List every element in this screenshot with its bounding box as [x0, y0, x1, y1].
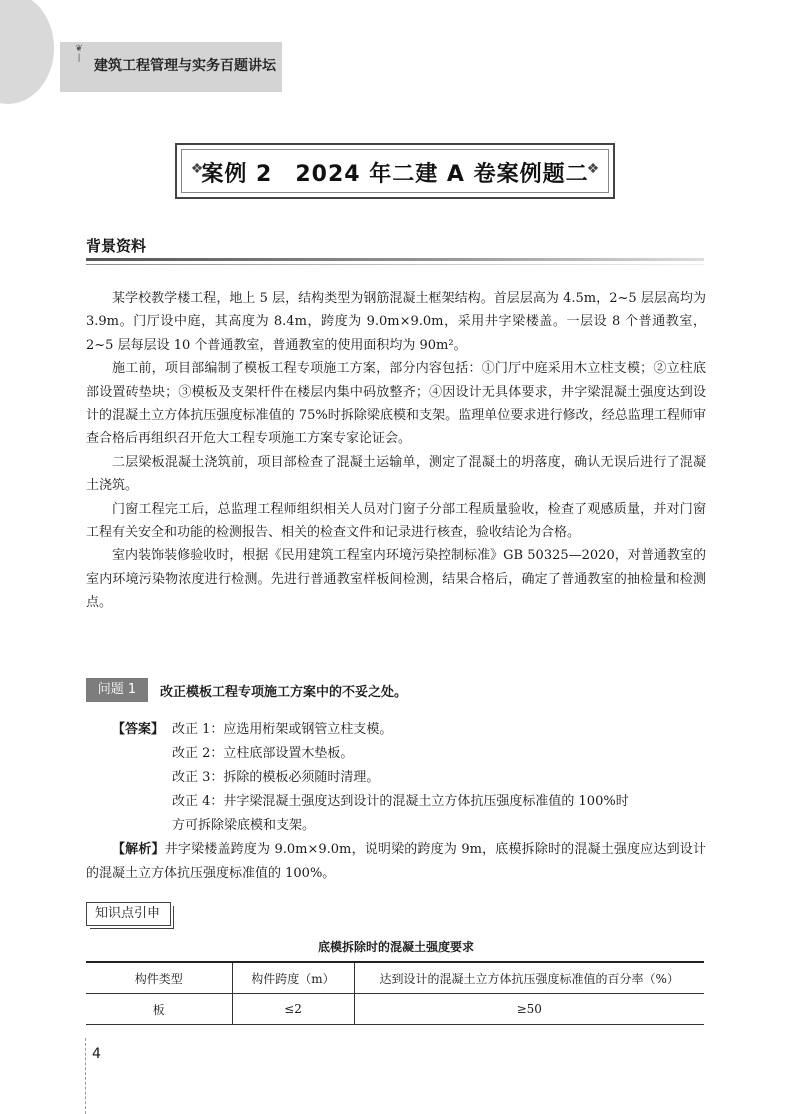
table-row [86, 994, 704, 1025]
knot-ornament-icon: ❖ [586, 161, 600, 177]
heading-rule [86, 258, 704, 261]
answer-label: 【答案】 [112, 722, 165, 737]
analysis-label: 【解析】 [112, 842, 165, 857]
question-badge: 问题 1 [86, 678, 148, 702]
knowledge-extension-tag: 知识点引申 [86, 902, 171, 926]
answer-item-continuation: 方可拆除梁底模和支架。 [172, 818, 316, 833]
paragraph: 门窗工程完工后，总监理工程师组织相关人员对门窗子分部工程质量验收，检查了观感质量，并对门窗工程有关安全和功能的检测报告、相关的检查文件和记录进行核查，验收结论为合格。 [86, 501, 706, 541]
table-cell: ≥50 [354, 994, 704, 1025]
table-header-row [86, 962, 704, 994]
answer-item: 改正 4：井字梁混凝土强度达到设计的混凝土立方体抗压强度标准值的 100%时 [172, 794, 629, 809]
case-title: 案例 2 2024 年二建 A 卷案例题二 [201, 162, 589, 187]
strength-table [86, 961, 704, 1025]
case-title-frame [175, 143, 615, 199]
answer-item: 改正 2：立柱底部设置木垫板。 [172, 746, 354, 761]
question-text: 改正模板工程专项施工方案中的不妥之处。 [160, 685, 408, 700]
column-header: 达到设计的混凝土立方体抗压强度标准值的百分率（%） [354, 962, 704, 994]
page-number: 4 [92, 1046, 101, 1062]
question-row [86, 678, 706, 702]
paragraph: 施工前，项目部编制了模板工程专项施工方案，部分内容包括：①门厅中庭采用木立柱支模；②立柱底部设置砖垫块；③模板及支架杆件在楼层内集中码放整齐；④因设计无具体要求，井字梁混凝土强度达到设计的混凝土立方体抗压强度标准值的 75%时拆除梁底模和支架。监理单位要求进行修改，经总监理工程师审查合格后再组织召开危大工程专项施工方案专家论证会。 [86, 361, 706, 447]
answer-block [86, 718, 706, 838]
paragraph: 室内装饰装修验收时，根据《民用建筑工程室内环境污染控制标准》GB 50325—2020，对普通教室的室内环境污染物浓度进行检测。先进行普通教室样板间检测，结果合格后，确定了普通教室的抽检量和检测点。 [86, 548, 706, 611]
section-heading: 背景资料 [86, 237, 147, 255]
knot-ornament-icon: ❖ [190, 161, 204, 177]
table-cell: 板 [86, 994, 232, 1025]
answer-item: 改正 1：应选用桁架或钢管立柱支模。 [172, 722, 393, 737]
analysis-block [86, 838, 706, 886]
answer-item: 改正 3：拆除的模板必须随时清理。 [172, 770, 380, 785]
heading-rule-thin [86, 264, 704, 265]
table-caption: 底模拆除时的混凝土强度要求 [317, 940, 474, 954]
paragraph: 二层梁板混凝土浇筑前，项目部检查了混凝土运输单，测定了混凝土的坍落度，确认无误后进行了混凝土浇筑。 [86, 454, 706, 494]
analysis-text: 井字梁楼盖跨度为 9.0m×9.0m，说明梁的跨度为 9m，底模拆除时的混凝土强度应达到设计的混凝土立方体抗压强度标准值的 100%。 [86, 842, 706, 881]
margin-rule [85, 1038, 87, 1114]
corner-decoration [0, 0, 54, 104]
column-header: 构件类型 [86, 962, 232, 994]
background-text [86, 287, 706, 615]
paragraph: 某学校教学楼工程，地上 5 层，结构类型为钢筋混凝土框架结构。首层层高为 4.5m，2~5 层层高均为 3.9m。门厅设中庭，其高度为 8.4m，跨度为 9.0m×9.0m，采用井字梁楼盖。一层设 8 个普通教室，2~5 层每层设 10 个普通教室，普通教室的使用面积均为 90m²。 [86, 291, 706, 353]
table-cell: ≤2 [232, 994, 354, 1025]
column-header: 构件跨度（m） [232, 962, 354, 994]
book-title: 建筑工程管理与实务百题讲坛 [94, 58, 276, 74]
ornament-icon: ❦ ∣ [75, 44, 83, 64]
